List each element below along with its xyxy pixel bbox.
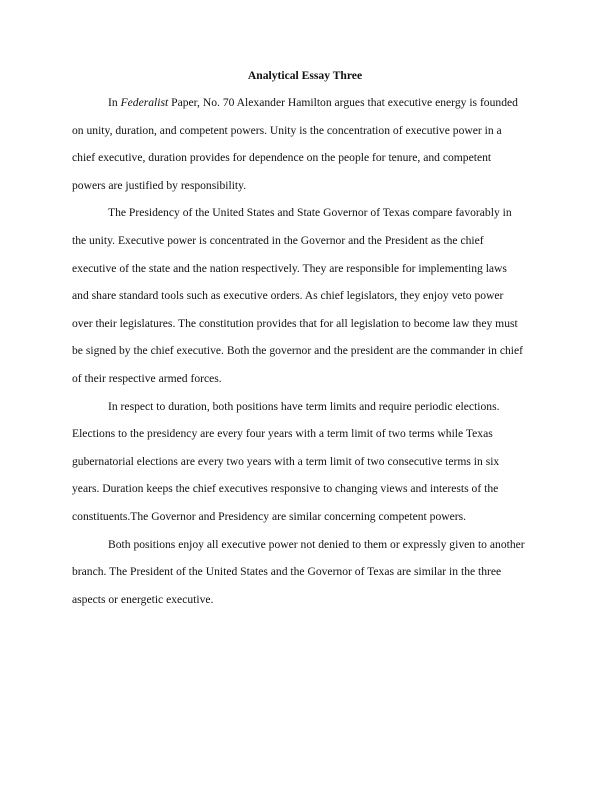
text-line	[72, 89, 538, 117]
text-line: gubernatorial elections are every two years with a term limit of two consecutive terms in six	[72, 454, 500, 468]
paragraph-4	[72, 531, 538, 614]
text-line: and share standard tools such as executive orders. As chief legislators, they enjoy veto power	[72, 289, 504, 303]
text-line: Both positions enjoy all executive power not denied to them or expressly given to another	[108, 537, 525, 551]
federalist-italic: Federalist	[120, 96, 169, 109]
paragraph-3	[72, 393, 538, 531]
essay-title: Analytical Essay Three	[247, 69, 363, 82]
text-line: years. Duration keeps the chief executives responsive to changing views and interests of the	[72, 482, 499, 496]
text-line: over their legislatures. The constitution provides that for all legislation to become law they must	[72, 316, 518, 330]
text-line: executive of the state and the nation respectively. They are responsible for implementing laws	[72, 261, 507, 275]
text-line: constituents.The Governor and Presidency are similar concerning competent powers.	[72, 509, 467, 523]
text-line: on unity, duration, and competent powers. Unity is the concentration of executive power in a	[72, 123, 502, 137]
text-line: In respect to duration, both positions have term limits and require periodic elections.	[108, 399, 500, 413]
text-line: be signed by the chief executive. Both the governor and the president are the commander in chief	[72, 344, 524, 358]
text-line-pre: In	[108, 96, 121, 109]
paragraph-1	[72, 89, 538, 199]
text-line: the unity. Executive power is concentrated in the Governor and the President as the chief	[72, 233, 484, 247]
text-line: aspects or energetic executive.	[72, 592, 214, 606]
text-line-post: Paper, No. 70 Alexander Hamilton argues that executive energy is founded	[168, 96, 518, 109]
text-line: chief executive, duration provides for dependence on the people for tenure, and competent	[72, 151, 492, 165]
text-line: branch. The President of the United States and the Governor of Texas are similar in the three	[72, 565, 502, 579]
text-line: Elections to the presidency are every four years with a term limit of two terms while Texas	[72, 427, 493, 441]
text-line: The Presidency of the United States and State Governor of Texas compare favorably in	[108, 206, 512, 220]
text-line: powers are justified by responsibility.	[72, 178, 247, 192]
paragraph-2	[72, 199, 538, 392]
text-line: of their respective armed forces.	[72, 371, 222, 385]
essay-body	[72, 66, 538, 613]
